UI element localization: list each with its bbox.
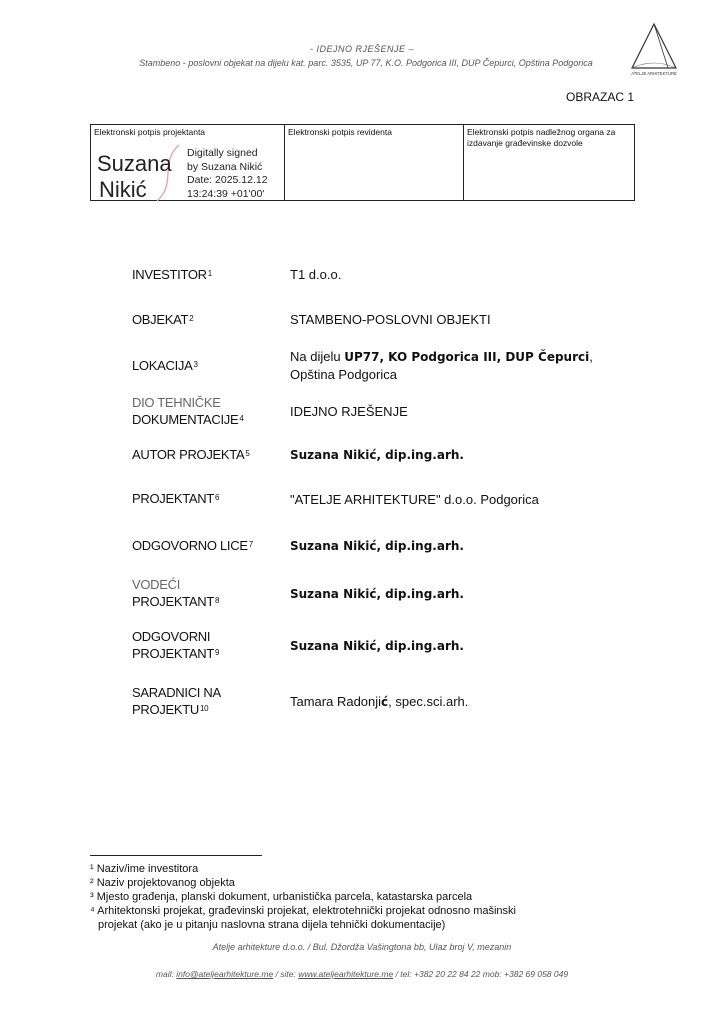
signature-cell-authority [464, 125, 635, 201]
row-value: Suzana Nikić, dip.ing.arh. [290, 539, 464, 553]
row-label: DIO TEHNIČKE DOKUMENTACIJE$^4$ [132, 395, 244, 427]
svg-text:ATELJE ARHITEKTURE: ATELJE ARHITEKTURE [631, 71, 677, 76]
row-label: AUTOR PROJEKTA$^5$ [132, 447, 250, 462]
row-value: T1 d.o.o. [290, 267, 342, 282]
website-link[interactable]: www.ateljearhitekture.me [298, 969, 394, 979]
row-value: Suzana Nikić, dip.ing.arh. [290, 448, 464, 462]
row-value: Suzana Nikić, dip.ing.arh. [290, 639, 464, 653]
signature-table [90, 124, 635, 201]
row-label: ODGOVORNO LICE$^7$ [132, 538, 253, 553]
footnote-2: ² Naziv projektovanog objekta [90, 877, 235, 889]
row-value: Suzana Nikić, dip.ing.arh. [290, 587, 464, 601]
footer-address: Atelje arhitekture d.o.o. / Bul. Džordža Vašingtona bb, Ulaz broj V, mezanin [212, 942, 512, 952]
signer-name: Suzana Nikić [97, 151, 172, 202]
row-label: ODGOVORNI PROJEKTANT$^9$ [132, 629, 220, 661]
signature-label-reviewer: Elektronski potpis revidenta [288, 127, 392, 137]
footnote-divider [90, 855, 262, 856]
row-label: OBJEKAT$^2$ [132, 312, 194, 327]
row-label: INVESTITOR$^1$ [132, 267, 212, 282]
signature-details: Digitally signed by Suzana Nikić Date: 2025.12.12 13:24:39 +01'00' [187, 147, 268, 200]
email-link[interactable]: info@ateljearhitekture.me [176, 969, 274, 979]
row-label: SARADNICI NA PROJEKTU$^{10}$ [132, 685, 221, 717]
row-label: LOKACIJA$^3$ [132, 358, 198, 373]
digital-signature [94, 138, 281, 202]
row-label: PROJEKTANT$^6$ [132, 491, 220, 506]
header-title: - IDEJNO RJEŠENJE – [309, 44, 415, 54]
signature-cell-designer [91, 125, 285, 201]
form-code: OBRAZAC 1 [565, 90, 634, 104]
signature-cell-reviewer [285, 125, 464, 201]
row-value: Tamara Radonjić, spec.sci.arh. [290, 694, 469, 709]
footer-contact: mail: info@ateljearhitekture.me / site: www.ateljearhitekture.me / tel: +382 20 22 84 22 mob: +382 69 058 049 [155, 969, 569, 979]
row-value: IDEJNO RJEŠENJE [290, 404, 408, 419]
row-label: VODEĆI PROJEKTANT$^8$ [132, 577, 220, 609]
row-value: STAMBENO-POSLOVNI OBJEKTI [290, 312, 491, 327]
row-value: Na dijelu UP77, KO Podgorica III, DUP Čepurci, Opština Podgorica [290, 349, 593, 382]
atelje-logo [624, 20, 684, 78]
footnote-4: ⁴ Arhitektonski projekat, građevinski projekat, elektrotehnički projekat odnosno mašinski [90, 905, 516, 917]
header-subtitle: Stambeno - poslovni objekat na dijelu kat. parc. 3535, UP 77, K.O. Podgorica III, DUP Čepurci, Opština Podgorica [139, 58, 593, 68]
footnote-1: ¹ Naziv/ime investitora [90, 863, 199, 875]
footnote-4-continued: projekat (ako je u pitanju naslovna strana dijela tehnički dokumentacije) [98, 919, 446, 931]
signature-label-authority: Elektronski potpis nadležnog organa za izdavanje građevinske dozvole [467, 127, 616, 148]
row-value: "ATELJE ARHITEKTURE" d.o.o. Podgorica [290, 492, 539, 507]
signature-label-designer: Elektronski potpis projektanta [94, 127, 206, 137]
footnotes [90, 862, 650, 932]
footnote-3: ³ Mjesto građenja, planski dokument, urbanistička parcela, katastarska parcela [90, 891, 473, 903]
